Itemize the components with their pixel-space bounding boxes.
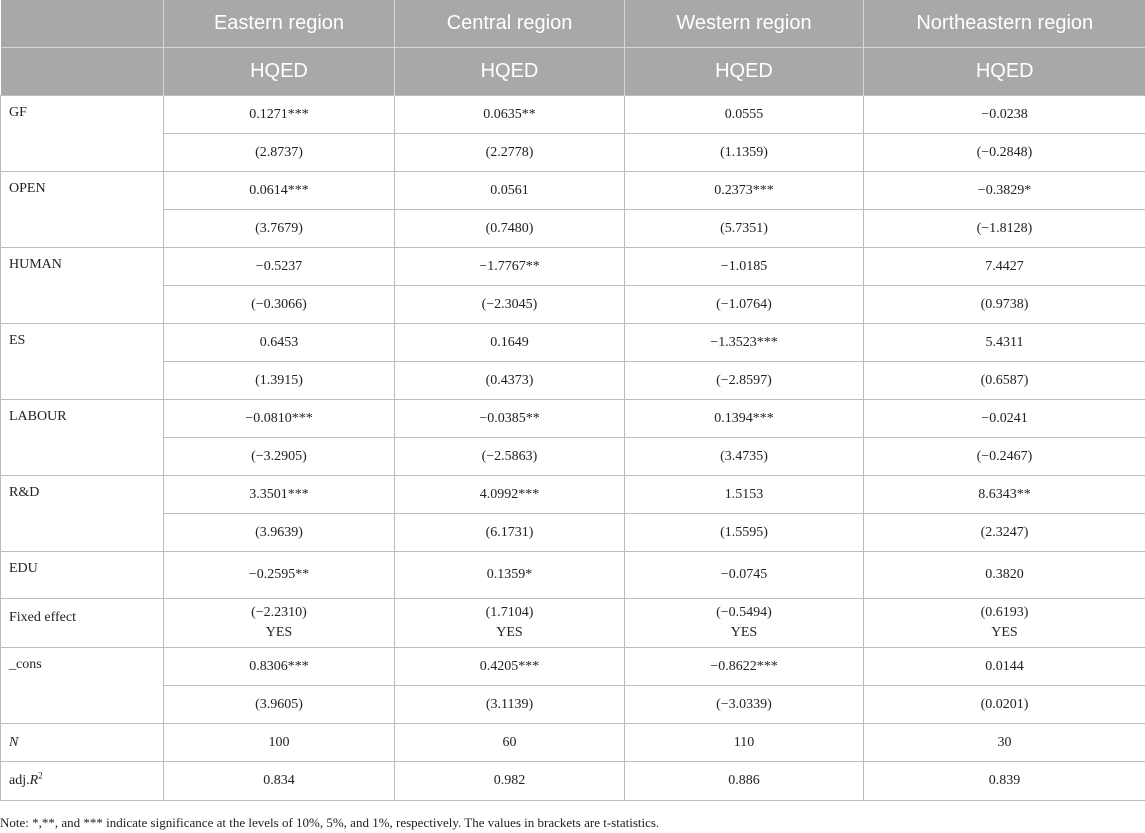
table-row-es: [1, 324, 1145, 362]
t-stat-cell: (5.7351): [625, 210, 864, 248]
header-hqed: HQED: [164, 48, 395, 96]
row-label-adj-r2: [1, 762, 164, 801]
t-stat-cell: (−3.2905): [164, 438, 395, 476]
table-row-labour: [1, 400, 1145, 438]
adj-prefix: adj.: [9, 773, 30, 788]
header-hqed: HQED: [864, 48, 1145, 96]
header-hqed: HQED: [395, 48, 625, 96]
row-label-fixed-effect: Fixed effect: [1, 599, 164, 648]
coef-cell: 3.3501***: [164, 476, 395, 514]
coef-cell: 0.4205***: [395, 648, 625, 686]
row-label-r-d: R&D: [1, 476, 164, 552]
fixed-cell: [164, 599, 395, 648]
table-body: [1, 96, 1145, 801]
t-stat: (−2.2310): [251, 605, 307, 620]
t-stat-cell: (1.5595): [625, 514, 864, 552]
row-label-human: HUMAN: [1, 248, 164, 324]
table-row-es-tstat: [1, 362, 1145, 400]
row-label-cons: _cons: [1, 648, 164, 724]
table-row-edu: [1, 552, 1145, 599]
t-stat-cell: (−3.0339): [625, 686, 864, 724]
n-symbol: N: [9, 734, 19, 750]
r2-cell: 0.886: [625, 762, 864, 801]
t-stat-cell: (0.6587): [864, 362, 1145, 400]
table-row-r-d-tstat: [1, 514, 1145, 552]
n-cell: 60: [395, 724, 625, 762]
fixed-cell: [395, 599, 625, 648]
table-note: Note: *,**, and *** indicate significance at the levels of 10%, 5%, and 1%, respectively. The values in brackets are t-statistics.: [0, 815, 660, 830]
row-label-gf: GF: [1, 96, 164, 172]
coef-cell: 0.0144: [864, 648, 1145, 686]
t-stat-cell: (−2.8597): [625, 362, 864, 400]
t-stat-cell: (−1.8128): [864, 210, 1145, 248]
coef-cell: 0.3820: [864, 552, 1145, 599]
t-stat-cell: (−1.0764): [625, 286, 864, 324]
coef-cell: −0.3829*: [864, 172, 1145, 210]
table-row-cons: [1, 648, 1145, 686]
table-row-n: [1, 724, 1145, 762]
r2-cell: 0.982: [395, 762, 625, 801]
header-row-dependent: [1, 48, 1145, 96]
coef-cell: 0.0561: [395, 172, 625, 210]
coef-cell: −1.3523***: [625, 324, 864, 362]
table-row-r-d: [1, 476, 1145, 514]
row-label-labour: LABOUR: [1, 400, 164, 476]
t-stat-cell: (2.8737): [164, 134, 395, 172]
t-stat-cell: (0.7480): [395, 210, 625, 248]
coef-cell: −1.7767**: [395, 248, 625, 286]
t-stat: (1.7104): [485, 605, 534, 620]
coef-cell: −0.8622***: [625, 648, 864, 686]
coef-cell: 0.0614***: [164, 172, 395, 210]
r2-cell: 0.839: [864, 762, 1145, 801]
coef-cell: −0.0238: [864, 96, 1145, 134]
row-label-es: ES: [1, 324, 164, 400]
t-stat-cell: (2.2778): [395, 134, 625, 172]
t-stat-cell: (3.9639): [164, 514, 395, 552]
table-row-human-tstat: [1, 286, 1145, 324]
table-row-adj-r2: [1, 762, 1145, 801]
coef-cell: 5.4311: [864, 324, 1145, 362]
t-stat-cell: (−0.3066): [164, 286, 395, 324]
coef-cell: 0.1394***: [625, 400, 864, 438]
coef-cell: −0.2595**: [164, 552, 395, 599]
table-row-fixed-effect: [1, 599, 1145, 648]
table-row-gf-tstat: [1, 134, 1145, 172]
t-stat-cell: (0.4373): [395, 362, 625, 400]
r-superscript: 2: [38, 770, 43, 781]
n-cell: 100: [164, 724, 395, 762]
table-row-human: [1, 248, 1145, 286]
t-stat-cell: (3.1139): [395, 686, 625, 724]
t-stat: (0.6193): [980, 605, 1029, 620]
table-row-gf: [1, 96, 1145, 134]
header-western-region: Western region: [625, 0, 864, 48]
header-row-regions: [1, 0, 1145, 48]
coef-cell: −0.0385**: [395, 400, 625, 438]
table-row-open-tstat: [1, 210, 1145, 248]
t-stat-cell: (1.1359): [625, 134, 864, 172]
n-cell: 110: [625, 724, 864, 762]
header-eastern-region: Eastern region: [164, 0, 395, 48]
coef-cell: 1.5153: [625, 476, 864, 514]
fixed-cell: [864, 599, 1145, 648]
t-stat-cell: (−2.3045): [395, 286, 625, 324]
fixed-effect-value: YES: [730, 625, 758, 640]
t-stat-cell: (3.7679): [164, 210, 395, 248]
coef-cell: −0.0745: [625, 552, 864, 599]
coef-cell: 7.4427: [864, 248, 1145, 286]
coef-cell: 0.8306***: [164, 648, 395, 686]
t-stat-cell: (−2.5863): [395, 438, 625, 476]
t-stat-cell: (1.3915): [164, 362, 395, 400]
r2-cell: 0.834: [164, 762, 395, 801]
coef-cell: −0.0810***: [164, 400, 395, 438]
coef-cell: 0.0635**: [395, 96, 625, 134]
coef-cell: 0.0555: [625, 96, 864, 134]
table-row-cons-tstat: [1, 686, 1145, 724]
row-label-edu: EDU: [1, 552, 164, 599]
coef-cell: −1.0185: [625, 248, 864, 286]
table-header: [1, 0, 1145, 96]
t-stat: (−0.5494): [716, 605, 772, 620]
n-cell: 30: [864, 724, 1145, 762]
header-northeastern-region: Northeastern region: [864, 0, 1145, 48]
coef-cell: 0.1271***: [164, 96, 395, 134]
coef-cell: 0.1649: [395, 324, 625, 362]
t-stat-cell: (2.3247): [864, 514, 1145, 552]
coef-cell: 8.6343**: [864, 476, 1145, 514]
t-stat-cell: (0.0201): [864, 686, 1145, 724]
t-stat-cell: (3.9605): [164, 686, 395, 724]
table-row-labour-tstat: [1, 438, 1145, 476]
fixed-effect-value: YES: [496, 625, 523, 640]
coef-cell: −0.0241: [864, 400, 1145, 438]
header-hqed: HQED: [625, 48, 864, 96]
coef-cell: 0.2373***: [625, 172, 864, 210]
header-central-region: Central region: [395, 0, 625, 48]
table-row-open: [1, 172, 1145, 210]
coef-cell: 0.6453: [164, 324, 395, 362]
coef-cell: 4.0992***: [395, 476, 625, 514]
t-stat-cell: (0.9738): [864, 286, 1145, 324]
t-stat-cell: (3.4735): [625, 438, 864, 476]
fixed-cell: [625, 599, 864, 648]
r-symbol: R: [29, 773, 39, 788]
header-corner-sub: [1, 48, 164, 96]
t-stat-cell: (−0.2848): [864, 134, 1145, 172]
fixed-effect-value: YES: [265, 625, 293, 640]
coef-cell: 0.1359*: [395, 552, 625, 599]
t-stat-cell: (−0.2467): [864, 438, 1145, 476]
t-stat-cell: (6.1731): [395, 514, 625, 552]
row-label-open: OPEN: [1, 172, 164, 248]
header-corner: [1, 0, 164, 48]
fixed-effect-value: YES: [991, 625, 1018, 640]
coef-cell: −0.5237: [164, 248, 395, 286]
row-label-n: [1, 724, 164, 762]
